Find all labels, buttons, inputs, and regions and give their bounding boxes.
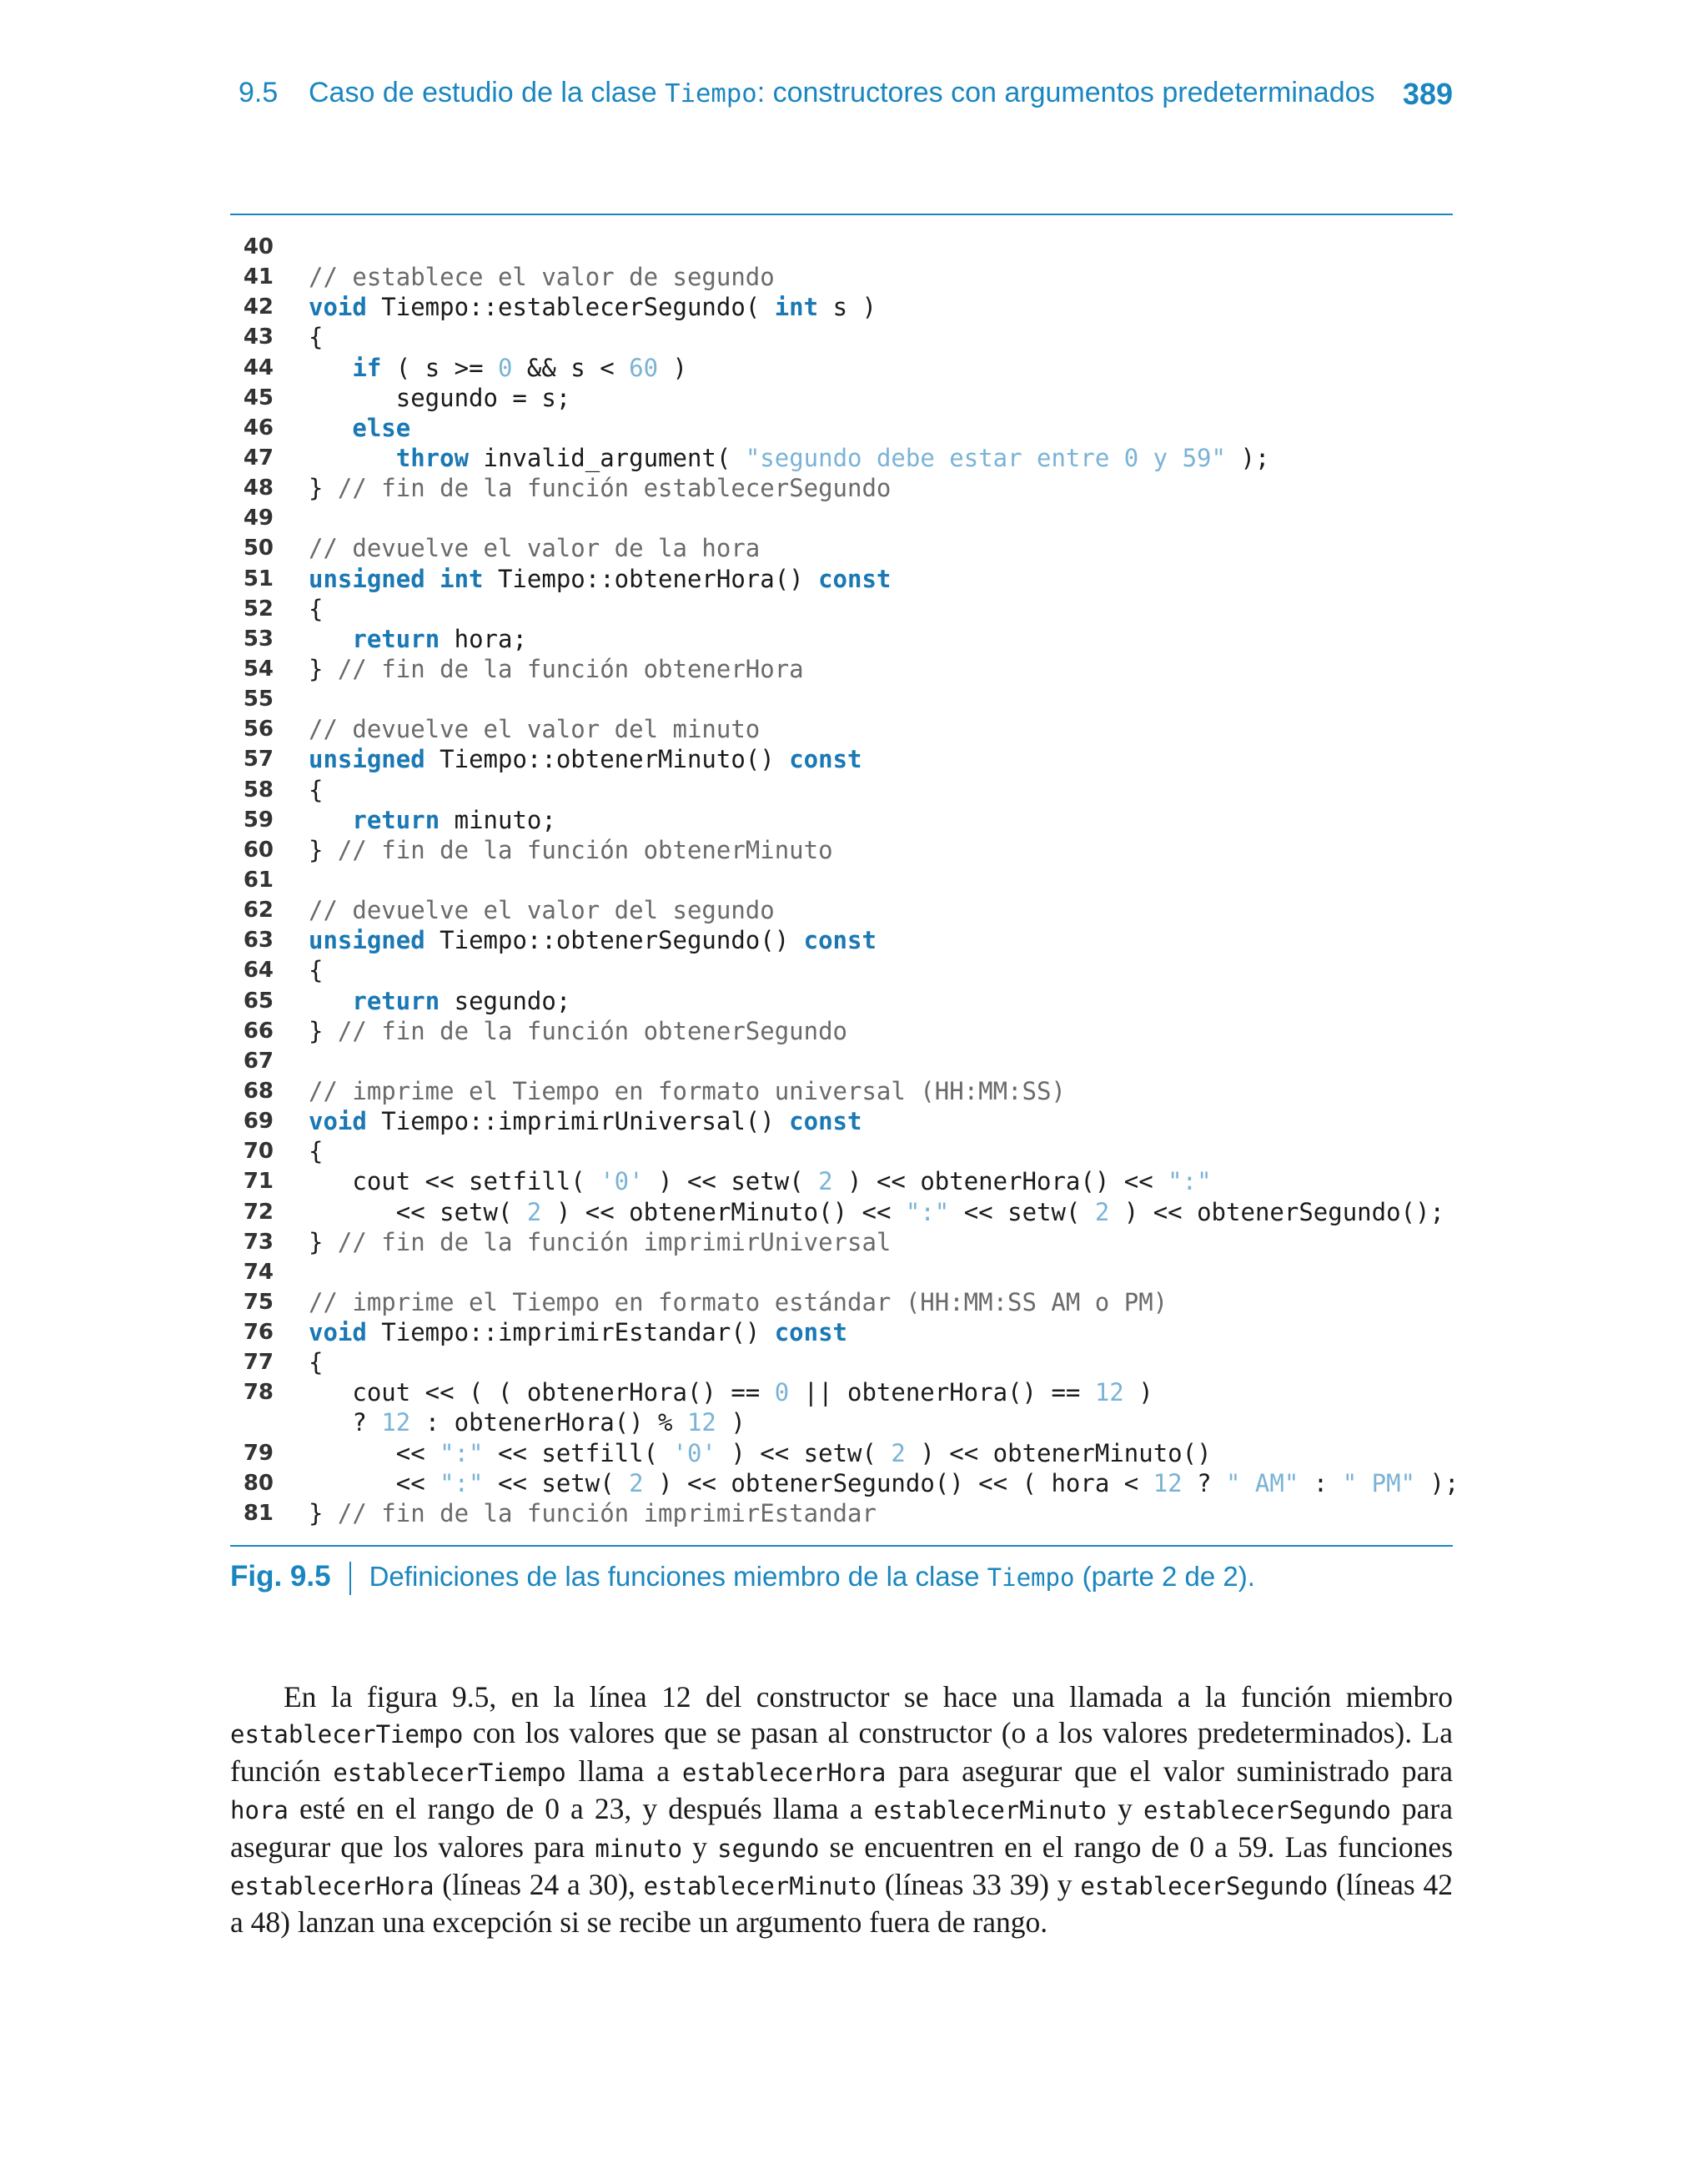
line-number: 80 [243, 1470, 274, 1496]
line-number: 81 [243, 1500, 274, 1526]
inline-code: segundo [717, 1834, 820, 1863]
inline-code: establecerMinuto [873, 1796, 1107, 1825]
line-number: 74 [243, 1259, 274, 1285]
line-number: 43 [243, 325, 274, 350]
paragraph-text: esté en el rango de 0 a 23, y después llama a [288, 1792, 874, 1826]
code-text: { [309, 323, 324, 352]
line-number: 73 [243, 1229, 274, 1255]
caption-divider [349, 1562, 351, 1595]
code-text: { [309, 956, 324, 985]
code-text: else [352, 413, 411, 442]
code-line [230, 443, 1453, 473]
paragraph-text: (líneas 24 a 30), [434, 1868, 644, 1902]
code-text: { [309, 1348, 324, 1377]
line-number: 70 [243, 1139, 274, 1165]
code-text: } // fin de la función establecerSegundo [309, 474, 892, 503]
code-text: } // fin de la función obtenerHora [309, 654, 804, 683]
code-line [230, 353, 1453, 383]
line-number: 49 [243, 506, 274, 531]
code-line [230, 714, 1453, 744]
code-line [230, 986, 1453, 1016]
body-paragraph [230, 1679, 1453, 1941]
code-text: << setw( 2 ) << obtenerMinuto() << ":" << setw( 2 ) << obtenerSegundo(); [309, 1197, 1444, 1226]
code-text: } // fin de la función obtenerMinuto [309, 835, 833, 864]
code-line [230, 1136, 1453, 1166]
caption-text: Definiciones de las funciones miembro de la clase Tiempo (parte 2 de 2). [369, 1561, 1255, 1592]
line-number: 62 [243, 898, 274, 923]
code-line [230, 1498, 1453, 1528]
line-number: 79 [243, 1440, 274, 1466]
line-number: 75 [243, 1289, 274, 1315]
code-text: // imprime el Tiempo en formato universal (HH:MM:SS) [309, 1076, 1066, 1105]
line-number: 44 [243, 355, 274, 380]
code-line [230, 955, 1453, 985]
code-line [230, 292, 1453, 322]
line-number: 51 [243, 566, 274, 591]
code-text: return minuto; [352, 805, 556, 834]
code-line [230, 1377, 1453, 1407]
line-number: 53 [243, 626, 274, 652]
code-text: { [309, 1137, 324, 1166]
line-number: 59 [243, 807, 274, 833]
line-number: 72 [243, 1199, 274, 1225]
code-line [230, 594, 1453, 624]
code-text: if ( s >= 0 && s < 60 ) [352, 353, 687, 382]
code-line [230, 1438, 1453, 1468]
code-text: unsigned Tiempo::obtenerSegundo() const [309, 926, 877, 955]
line-number: 42 [243, 294, 274, 320]
line-number: 78 [243, 1380, 274, 1406]
code-text: unsigned Tiempo::obtenerMinuto() const [309, 745, 862, 774]
line-number: 55 [243, 687, 274, 712]
paragraph-text: y [1107, 1792, 1143, 1826]
code-text: segundo = s; [309, 383, 571, 412]
figure-caption [230, 1560, 1255, 1602]
code-text: } // fin de la función obtenerSegundo [309, 1016, 848, 1045]
inline-code: establecerMinuto [643, 1872, 877, 1901]
code-line [230, 1347, 1453, 1377]
line-number: 40 [243, 234, 274, 259]
line-number: 54 [243, 656, 274, 682]
figure-label: Fig. 9.5 [230, 1560, 331, 1593]
code-line [230, 564, 1453, 594]
line-number: 52 [243, 596, 274, 621]
code-line [230, 1317, 1453, 1347]
section-number: 9.5 [239, 77, 279, 108]
line-number: 69 [243, 1109, 274, 1135]
code-line [230, 1166, 1453, 1196]
code-line [230, 775, 1453, 805]
paragraph-text: y [682, 1829, 718, 1864]
line-number: 45 [243, 385, 274, 410]
code-top-rule [230, 214, 1453, 215]
code-text: void Tiempo::imprimirEstandar() const [309, 1318, 848, 1347]
inline-code: establecerSegundo [1080, 1872, 1329, 1901]
code-text: << ":" << setw( 2 ) << obtenerSegundo() << ( hora < 12 ? " AM" : " PM" ); [309, 1468, 1459, 1497]
inline-code: establecerHora [681, 1758, 887, 1787]
inline-code: establecerSegundo [1143, 1796, 1391, 1825]
code-text: // devuelve el valor de la hora [309, 534, 761, 563]
code-text: // devuelve el valor del segundo [309, 896, 775, 925]
code-text: throw invalid_argument( "segundo debe estar entre 0 y 59" ); [395, 443, 1270, 472]
code-line [230, 1016, 1453, 1046]
code-line [230, 1197, 1453, 1227]
paragraph-text: para asegurar que los valores para [230, 1792, 1453, 1864]
paragraph-text: llama a [565, 1754, 682, 1788]
inline-code: hora [230, 1796, 289, 1825]
line-number: 67 [243, 1048, 274, 1074]
code-text: } // fin de la función imprimirEstandar [309, 1498, 877, 1527]
code-text: void Tiempo::establecerSegundo( int s ) [309, 293, 877, 322]
section-title: Caso de estudio de la clase Tiempo: constructores con argumentos predeterminados [309, 77, 1375, 108]
code-text: cout << ( ( obtenerHora() == 0 || obtenerHora() == 12 ) [309, 1378, 1153, 1407]
line-number: 57 [243, 747, 274, 772]
code-text: return segundo; [352, 986, 571, 1015]
code-listing [230, 232, 1459, 1528]
line-number: 68 [243, 1078, 274, 1104]
inline-code: establecerTiempo [333, 1758, 566, 1787]
code-line [230, 533, 1453, 563]
code-text: ? 12 : obtenerHora() % 12 ) [309, 1408, 746, 1437]
code-line [230, 1468, 1459, 1498]
code-line [230, 262, 1453, 292]
code-text: return hora; [352, 624, 527, 653]
code-line [230, 805, 1453, 835]
code-line [230, 473, 1453, 503]
code-text: { [309, 775, 324, 804]
line-number: 65 [243, 988, 274, 1014]
line-number: 77 [243, 1350, 274, 1376]
code-text: << ":" << setfill( '0' ) << setw( 2 ) << obtenerMinuto() [309, 1438, 1212, 1467]
code-line [230, 1257, 1453, 1287]
inline-code: establecerHora [230, 1872, 435, 1901]
line-number: 56 [243, 717, 274, 742]
line-number: 66 [243, 1018, 274, 1044]
page-number: 389 [1402, 77, 1453, 111]
code-text: unsigned int Tiempo::obtenerHora() const [309, 564, 892, 593]
code-text: // imprime el Tiempo en formato estándar (HH:MM:SS AM o PM) [309, 1287, 1168, 1316]
code-line [230, 684, 1453, 714]
line-number: 47 [243, 445, 274, 471]
code-text: // establece el valor de segundo [309, 263, 775, 292]
code-line [230, 865, 1453, 895]
line-number: 41 [243, 264, 274, 290]
code-line [230, 1046, 1453, 1076]
line-number: 48 [243, 476, 274, 501]
code-line [230, 624, 1453, 654]
code-line [230, 895, 1453, 925]
code-line [230, 1407, 1453, 1437]
inline-code: minuto [595, 1834, 683, 1863]
code-line [230, 503, 1453, 533]
line-number: 64 [243, 958, 274, 984]
code-line [230, 413, 1453, 443]
paragraph-text: En la figura 9.5, en la línea 12 del constructor se hace una llamada a la función miembro [284, 1680, 1453, 1714]
section-title-code: Tiempo [665, 79, 757, 108]
inline-code: establecerTiempo [230, 1720, 464, 1749]
code-line [230, 1106, 1453, 1136]
paragraph-text: (líneas 42 a 48) lanzan una excepción si se recibe un argumento fuera de rango. [230, 1868, 1453, 1940]
line-number: 71 [243, 1169, 274, 1195]
line-number: 58 [243, 777, 274, 803]
code-text: { [309, 594, 324, 623]
code-line [230, 322, 1453, 352]
code-line [230, 744, 1453, 774]
paragraph-text: con los valores que se pasan al constructor (o a los valores predeterminados). La función [230, 1716, 1453, 1788]
code-line [230, 1287, 1453, 1317]
code-line [230, 1076, 1453, 1106]
line-number: 46 [243, 415, 274, 440]
code-line [230, 383, 1453, 413]
code-line [230, 232, 1453, 262]
code-text: // devuelve el valor del minuto [309, 715, 761, 744]
code-line [230, 654, 1453, 684]
code-text: void Tiempo::imprimirUniversal() const [309, 1107, 862, 1136]
code-line [230, 925, 1453, 955]
paragraph-text: se encuentren en el rango de 0 a 59. Las funciones [819, 1829, 1454, 1864]
code-line [230, 835, 1453, 865]
line-number: 76 [243, 1320, 274, 1346]
code-text: } // fin de la función imprimirUniversal [309, 1227, 892, 1256]
line-number: 61 [243, 867, 274, 893]
code-text: cout << setfill( '0' ) << setw( 2 ) << obtenerHora() << ":" [309, 1167, 1212, 1196]
line-number: 63 [243, 928, 274, 954]
paragraph-text: (líneas 33 39) y [877, 1868, 1081, 1902]
line-number: 60 [243, 837, 274, 863]
running-header [239, 77, 1453, 127]
code-bottom-rule [230, 1545, 1453, 1547]
paragraph-text: para asegurar que el valor suministrado para [886, 1754, 1453, 1788]
code-line [230, 1227, 1453, 1257]
line-number: 50 [243, 536, 274, 561]
